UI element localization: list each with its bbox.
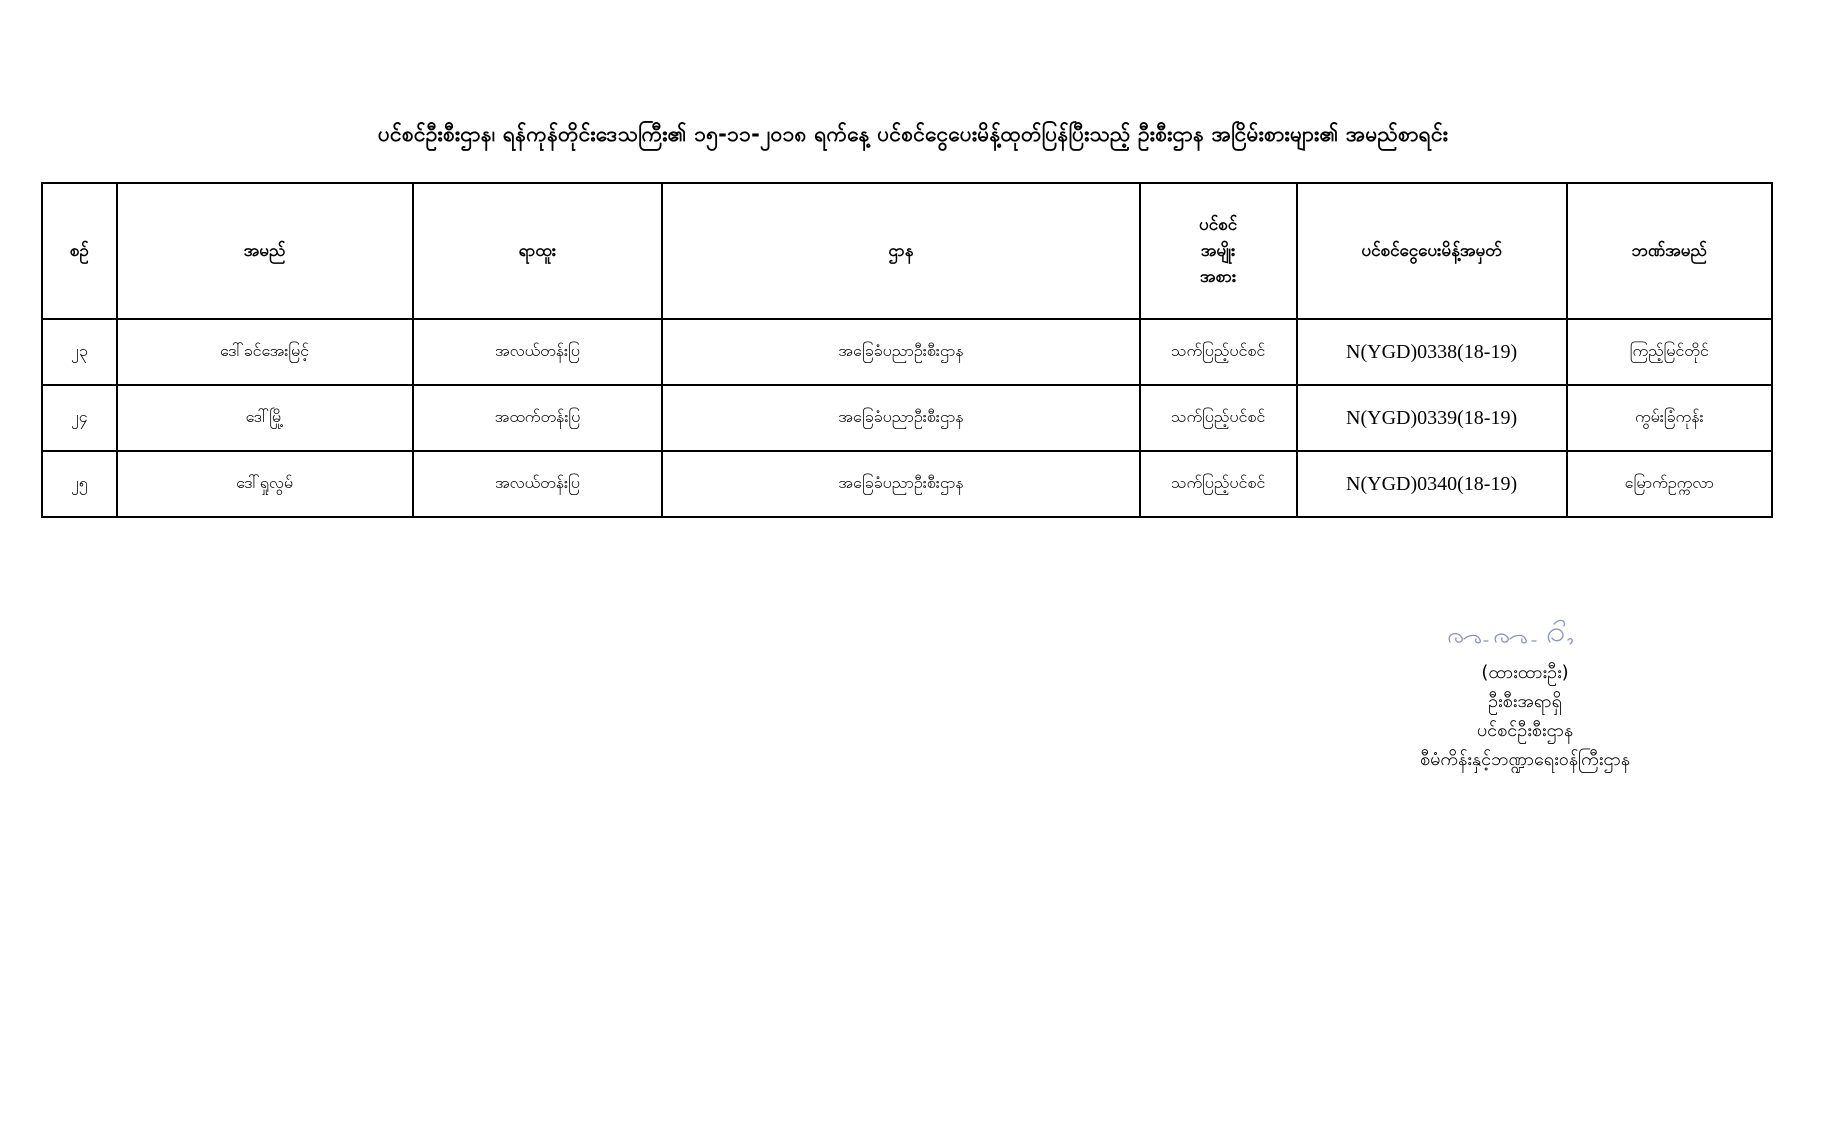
cell-serial-number: ၂၃ — [42, 319, 117, 385]
signatory-ministry: စီမံကိန်းနှင့်ဘဏ္ဍာရေးဝန်ကြီးဌာန — [1419, 749, 1631, 770]
header-pension-order-number: ပင်စင်ငွေပေးမိန့်အမှတ် — [1297, 183, 1567, 319]
cell-pension-type: သက်ပြည့်ပင်စင် — [1140, 319, 1297, 385]
signatory-name: (ထားထားဦး) — [1481, 662, 1569, 683]
header-position: ရာထူး — [413, 183, 663, 319]
pension-records-table — [41, 182, 1773, 518]
table-row — [42, 451, 1772, 517]
cell-pension-order-number: N(YGD)0339(18-19) — [1297, 385, 1567, 451]
header-bank-name: ဘဏ်အမည် — [1567, 183, 1772, 319]
page-title: ပင်စင်ဦးစီးဌာန၊ ရန်ကုန်တိုင်းဒေသကြီး၏ ၁၅-၁၁-၂၀၁၈ ရက်နေ့ ပင်စင်ငွေပေးမိန့်ထုတ်ပြန်ပြီးသည့် ဦးစီးဌာန အငြိမ်းစားများ၏ အမည်စာရင်း — [377, 122, 1449, 146]
cell-bank-name: ကွမ်းခြံကုန်း — [1567, 385, 1772, 451]
cell-pension-order-number: N(YGD)0338(18-19) — [1297, 319, 1567, 385]
cell-bank-name: ကြည့်မြင်တိုင် — [1567, 319, 1772, 385]
cell-serial-number: ၂၄ — [42, 385, 117, 451]
signatory-department: ပင်စင်ဦးစီးဌာန — [1476, 720, 1574, 741]
cell-position: အထက်တန်းပြ — [413, 385, 663, 451]
table-row — [42, 319, 1772, 385]
cell-name: ဒေါ်ခင်အေးမြင့် — [117, 319, 413, 385]
signatory-position: ဦးစီးအရာရှိ — [1488, 691, 1562, 712]
header-serial-number: စဉ် — [42, 183, 117, 319]
handwritten-signature — [1440, 612, 1610, 652]
cell-serial-number: ၂၅ — [42, 451, 117, 517]
cell-position: အလယ်တန်းပြ — [413, 319, 663, 385]
cell-position: အလယ်တန်းပြ — [413, 451, 663, 517]
cell-department: အခြေခံပညာဦးစီးဌာန — [662, 385, 1139, 451]
header-department: ဌာန — [662, 183, 1139, 319]
cell-pension-type: သက်ပြည့်ပင်စင် — [1140, 451, 1297, 517]
signature-block — [1340, 612, 1710, 774]
cell-bank-name: မြောက်ဥက္ကလာ — [1567, 451, 1772, 517]
cell-department: အခြေခံပညာဦးစီးဌာန — [662, 319, 1139, 385]
cell-name: ဒေါ်မြို့ — [117, 385, 413, 451]
cell-pension-type: သက်ပြည့်ပင်စင် — [1140, 385, 1297, 451]
cell-name: ဒေါ်ရှုလွမ် — [117, 451, 413, 517]
header-name: အမည် — [117, 183, 413, 319]
cell-department: အခြေခံပညာဦးစီးဌာန — [662, 451, 1139, 517]
cell-pension-order-number: N(YGD)0340(18-19) — [1297, 451, 1567, 517]
table-row — [42, 385, 1772, 451]
table-header-row — [42, 183, 1772, 319]
header-pension-type: ပင်စင် အမျိုး အစား — [1140, 183, 1297, 319]
